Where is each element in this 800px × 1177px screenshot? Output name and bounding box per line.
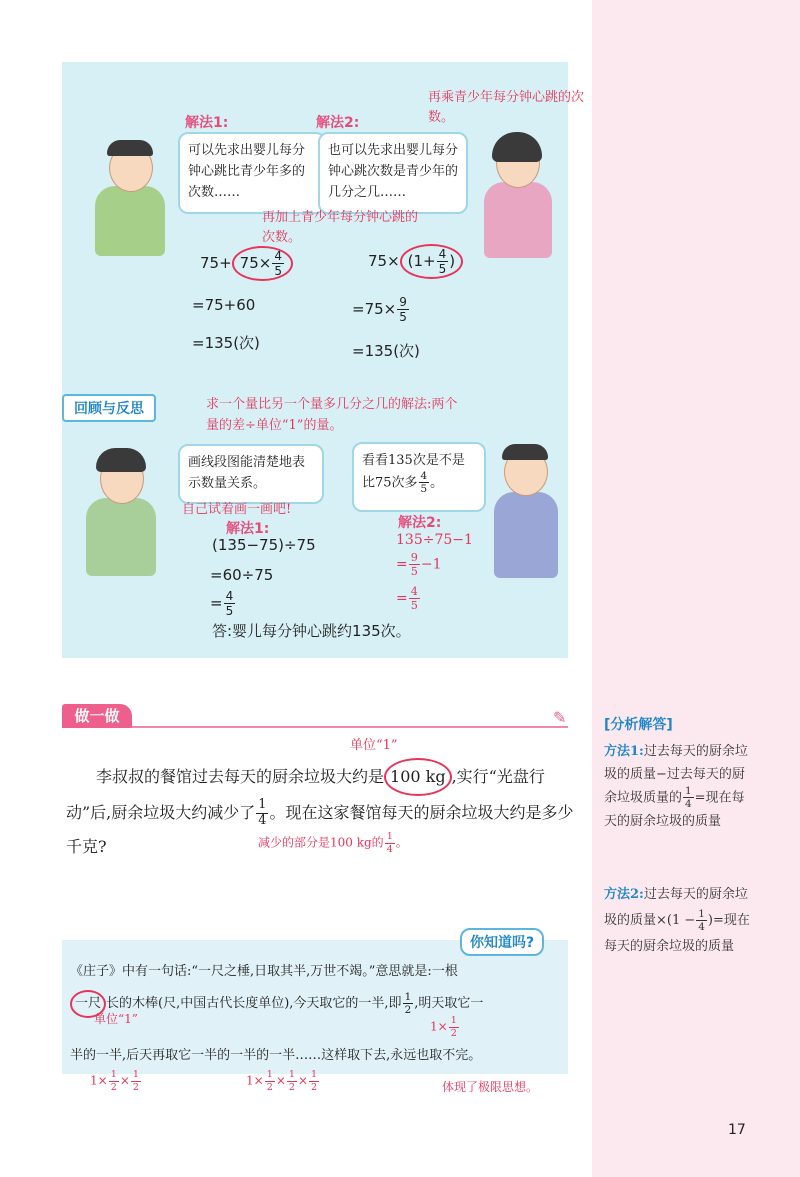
did-you-know-line2: 一尺 长的木棒(尺,中国古代长度单位),今天取它的一半,即 $\frac{1}{2}$ ,明天取它一	[70, 990, 570, 1018]
fraction-nine-fifths: $\frac{9}{5}$	[399, 295, 407, 324]
review-method1-step3: = $\frac{4}{5}$	[210, 589, 234, 618]
circled-sum: (1+ $\frac{4}{5}$ )	[400, 244, 463, 279]
method2-step1	[368, 244, 463, 279]
sidebar-panel	[592, 0, 800, 1177]
fraction-one-fourth: $\frac{1}{4}$	[258, 797, 267, 828]
speech-bubble-girl: 画线段图能清楚地表示数量关系。	[178, 444, 324, 504]
boy-illustration	[85, 138, 175, 258]
fraction-result-1: $\frac{4}{5}$	[225, 589, 234, 618]
speech-bubble-boy: 看看135次是不是比75次多 $\frac{4}{5}$ 。	[352, 442, 486, 512]
method1-step1	[200, 246, 293, 281]
review-method2-step2: = $\frac{9}{5}$ −1	[396, 551, 442, 579]
page-number: 17	[728, 1122, 746, 1138]
fraction-four-fifths: $\frac{4}{5}$	[274, 249, 282, 278]
method2-step2: =75× $\frac{9}{5}$	[352, 295, 407, 324]
boy2-illustration	[490, 442, 562, 578]
fraction-result-2: $\frac{4}{5}$	[410, 585, 418, 613]
exercise-tag: 做一做	[62, 704, 132, 728]
pencil-icon: ✎	[553, 708, 567, 727]
method2-step1-sum: 1+	[413, 252, 436, 270]
review-method2-step1: 135÷75−1	[396, 532, 473, 548]
sidebar-method2: 方法2:过去每天的厨余垃圾的质量×(1 − $\frac{1}{4}$ )=现在每天的厨余垃圾的质量	[604, 887, 750, 954]
fraction-four-fifths-2: $\frac{4}{5}$	[438, 247, 447, 276]
fraction-half-2: $\frac{1}{2}$	[110, 1069, 117, 1093]
review-method1-label: 解法1:	[226, 521, 270, 537]
method2-label: 解法2:	[316, 115, 360, 131]
note-unit-one: 单位“1”	[350, 738, 398, 753]
review-method2-step3: = $\frac{4}{5}$	[396, 585, 418, 613]
girl2-illustration	[80, 446, 162, 576]
method1-label: 解法1:	[185, 115, 229, 131]
method1-step3: =135(次)	[192, 334, 260, 352]
note-draw: 自己试着画一画吧!	[182, 502, 292, 517]
sidebar-method1: 方法1:过去每天的厨余垃圾的质量−过去每天的厨余垃圾质量的 $\frac{1}{4}$ =现在每天的厨余垃圾的质量	[604, 744, 748, 829]
expr-eighth: 1× $\frac{1}{2}$ × $\frac{1}{2}$ × $\frac{1}{2}$	[246, 1069, 318, 1093]
method2-step1-prefix: 75×	[368, 252, 400, 270]
review-method2-label: 解法2:	[398, 515, 442, 531]
fraction-half-5: $\frac{1}{2}$	[288, 1069, 295, 1093]
fraction-half-3: $\frac{1}{2}$	[132, 1069, 139, 1093]
method1-step1-prefix: 75+	[200, 254, 232, 272]
fraction-four-fifths-3: $\frac{4}{5}$	[420, 470, 428, 496]
circled-product	[232, 246, 293, 281]
fraction-one-fourth-2: $\frac{1}{4}$	[386, 831, 393, 855]
did-you-know-line1: 《庄子》中有一句话:“一尺之棰,日取其半,万世不竭。”意思就是:一根	[70, 964, 458, 979]
sidebar-fraction-one-fourth: $\frac{1}{4}$	[685, 785, 692, 811]
expr-half: 1× $\frac{1}{2}$	[430, 1015, 457, 1039]
fraction-nine-fifths-2: $\frac{9}{5}$	[410, 551, 418, 579]
review-rule: 求一个量比另一个量多几分之几的解法:两个量的差÷单位“1”的量。	[206, 397, 458, 433]
circled-one-chi: 一尺	[70, 990, 106, 1018]
speech-bubble-method1: 可以先求出婴儿每分钟心跳比青少年多的次数……	[178, 132, 326, 214]
exercise-header-line	[62, 704, 568, 728]
sidebar-title: [分析解答]	[604, 717, 673, 733]
did-you-know-tag: 你知道吗?	[460, 928, 544, 956]
speech-bubble-method2: 也可以先求出婴儿每分钟心跳次数是青少年的几分之几……	[318, 132, 468, 214]
did-you-know-line3: 半的一半,后天再取它一半的一半的一半……这样取下去,永远也取不完。	[70, 1048, 482, 1063]
review-tag: 回顾与反思	[62, 394, 156, 422]
fraction-half-4: $\frac{1}{2}$	[266, 1069, 273, 1093]
review-answer: 答:婴儿每分钟心跳约135次。	[212, 622, 411, 640]
method1-step2: =75+60	[192, 296, 256, 314]
fraction-half-6: $\frac{1}{2}$	[311, 1069, 318, 1093]
note-add: 再加上青少年每分钟心跳的次数。	[262, 210, 419, 245]
fraction-half-1: $\frac{1}{2}$	[450, 1015, 457, 1039]
note-unit-one-2: 单位“1”	[94, 1012, 138, 1026]
sidebar-fraction-one-fourth-2: $\frac{1}{4}$	[698, 907, 705, 933]
review-method1-step1: (135−75)÷75	[212, 536, 316, 554]
note-multiply: 再乘青少年每分钟心跳的次数。	[428, 90, 585, 125]
exercise-problem: 李叔叔的餐馆过去每天的厨余垃圾大约是 100 kg ,实行“光盘行动”后,厨余垃圾大约减少了 $\frac{1}{4}$ 。现在这家餐馆每天的厨余垃圾大约是多少千克?	[66, 758, 576, 864]
circled-100kg: 100 kg	[384, 758, 452, 796]
note-limit: 体现了极限思想。	[442, 1080, 539, 1094]
expr-quarter: 1× $\frac{1}{2}$ × $\frac{1}{2}$	[90, 1069, 139, 1093]
method2-step3: =135(次)	[352, 342, 420, 360]
girl-illustration	[478, 130, 558, 258]
method1-step1-mult: 75×	[239, 254, 272, 272]
review-method1-step2: =60÷75	[210, 566, 274, 584]
note-reduced-part: 减少的部分是100 kg的 $\frac{1}{4}$ 。	[258, 831, 408, 855]
fraction-one-half: $\frac{1}{2}$	[404, 990, 412, 1016]
